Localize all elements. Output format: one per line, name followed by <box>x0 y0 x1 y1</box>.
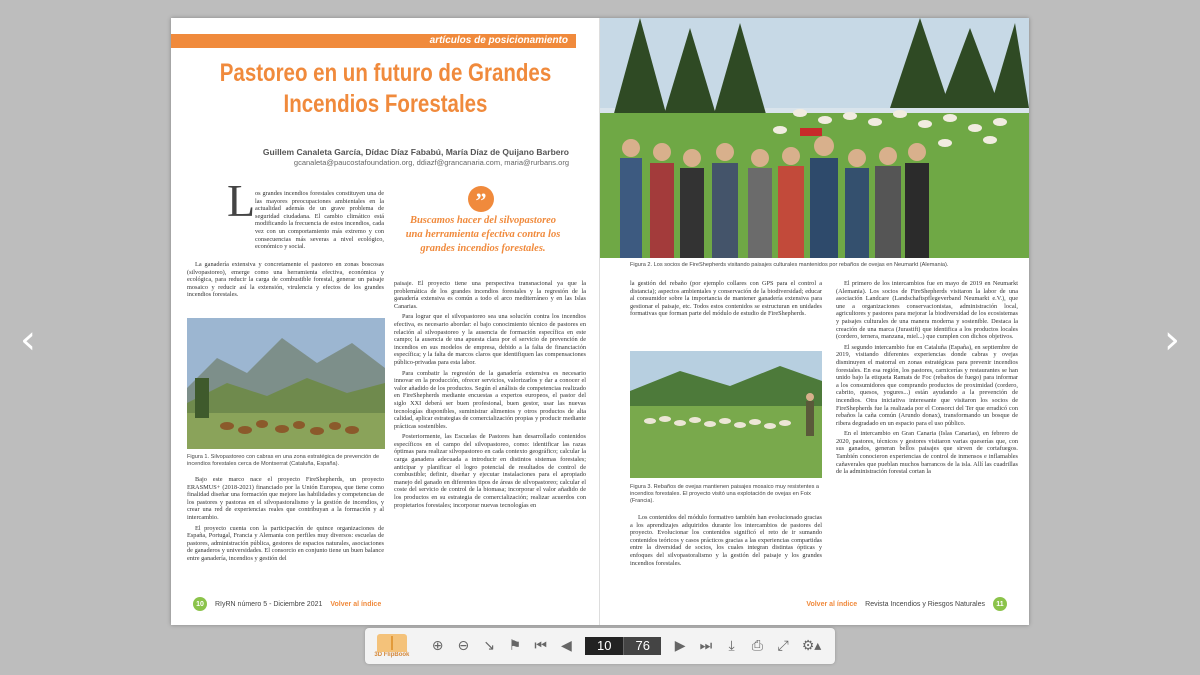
figure-3-sheep-photo <box>630 351 822 478</box>
figure-2-caption: Figura 2. Los socios de FireShepherds visitando paisajes culturales mantenidos por rebaños de ovejas en Neumarkt (Alemania). <box>630 262 949 268</box>
right-column <box>836 280 1018 479</box>
page-indicator[interactable] <box>585 637 661 655</box>
paragraph: Posteriormente, las Escuelas de Pastores han desarrollado contenidos específicos en el campo del silvopastoreo, como: identificar las razas óptimas para realizar silvopastoreo en cada contexto geográfico; calcular la carga ganadera adecuada a introducir en distintos sistemas forestales; anticipar y planificar el logro potencial de resultados de control de combustible; definir, diseñar y ejecutar instalaciones para el apropiado manejo del ganado en diferentes tipos de áreas de silvopastoreo; calcular el coste del servicio de control de la biomasa; incorporar el valor añadido de los productos en su estrategia de comercialización; realizar acuerdos con propietarios forestales; incorporar nuevas tecnologías en <box>394 433 586 509</box>
zoom-in-icon[interactable]: ⊕ <box>431 638 444 654</box>
first-page-icon[interactable]: ⏮ <box>534 638 547 654</box>
left-column-bottom <box>630 514 822 570</box>
intro-paragraph-top: os grandes incendios forestales constituyen una de las mayores preocupaciones ambientales en la actualidad además de un grave problema de seguridad ciudadana. El cambio climático está modificando la frecuencia de estos incendios, cada vez con un comportamiento más extremo y con consecuencias más severas a nivel ecológico, económico y social. <box>255 190 384 251</box>
paragraph: El primero de los intercambios fue en mayo de 2019 en Neumarkt (Alemania). Los socios de FireShepherds visitaron la labor de una asociación Landcare (Landschaftspflegeverband Neumarkt e.V.), que une a organizaciones conservacionistas, administración local, agricultores y pastores para mejorar la biodiversidad de los ecosistemas y paisajes culturales de una manera moderna y sostenible. Destaca la creación de una marca (Jurastift) que identifica a los productos locales (cordero, ternera, manzana, miel...) que cumplen con dichos objetivos. <box>836 280 1018 341</box>
paragraph: Los contenidos del módulo formativo también han evolucionado gracias a los aprendizajes adquiridos durante los intercambios de pastores del proyecto. Evolucionar los contenidos significó el reto de ir sumando contenidos teóricos y casos prácticos gracias a las experiencias compartidas entre la diversidad de socios, los cuales integran distintas ópticas y enfoques del silvopastoralismo y la gestión del paisaje y los grandes incendios forestales. <box>630 514 822 567</box>
last-page-icon[interactable]: ⏭ <box>699 638 713 654</box>
right-footer <box>806 597 1007 611</box>
fullscreen-icon[interactable]: ⤢ <box>777 638 789 654</box>
quote-mark-icon: ” <box>468 186 494 212</box>
right-page <box>600 18 1029 625</box>
left-footer <box>193 597 381 611</box>
paragraph: paisaje. El proyecto tiene una perspectiva transnacional ya que la problemática de los grandes incendios forestales y la regresión de la ganadería extensiva es común a todo el arco mediterráneo y en las Islas Canarias. <box>394 280 586 310</box>
paragraph: La ganadería extensiva y concretamente el pastoreo en zonas boscosas (silvopastoreo), emerge como una herramienta efectiva, económica y ecológica, para reducir la carga de combustible forestal, generar un paisaje mosaico y reducir así la extensión, virulencia y efectos de los grandes incendios forestales. <box>187 261 384 299</box>
title-line-1: Pastoreo en un futuro de Grandes <box>219 59 552 87</box>
flipbook-logo <box>373 630 411 662</box>
figure-2-group-photo <box>600 18 1029 258</box>
paragraph: la gestión del rebaño (por ejemplo collares con GPS para el control a distancia); aspectos ambientales y conservación de la biodiversidad; educar al consumidor sobre la importancia de mantener ganadería extensiva para gestionar el paisaje, etc. Todos estos contenidos se estructuran en unidades formativas que forman parte del módulo de estudio de FireShepherds. <box>630 280 822 318</box>
left-column-part1 <box>187 261 384 302</box>
figure-3-caption: Figura 3. Rebaños de ovejas mantienen paisajes mosaico muy resistentes a incendios forestales. El proyecto visitó una explotación de ovejas en Foix (Francia). <box>630 484 820 504</box>
current-page-number[interactable]: 10 <box>585 637 623 655</box>
bookmark-icon[interactable]: ⚑ <box>508 638 522 654</box>
download-icon[interactable]: ⤓ <box>728 638 735 654</box>
book-icon <box>377 634 407 652</box>
next-page-arrow-icon[interactable]: › <box>1164 317 1180 363</box>
back-to-index-link[interactable]: Volver al índice <box>806 600 858 608</box>
previous-page-arrow-icon[interactable]: ‹ <box>20 317 36 363</box>
paragraph: El proyecto cuenta con la participación de quince organizaciones de España, Portugal, Francia y Alemania con perfiles muy diversos: escuelas de pastores, administración pública, gestores de espacios naturales, asociaciones de ganaderos y universidades. El consorcio en conjunto tiene un buen balance entre ganadería, incendios y gestión del <box>187 524 384 562</box>
page-number-badge: 11 <box>993 597 1007 611</box>
paragraph: Bajo este marco nace el proyecto FireShepherds, un proyecto ERASMUS+ (2018-2021) financiado por la Unión Europea, que tiene como finalidad diseñar una formación que mejore las habilidades y competencias de los pastores y pastoras en el silvopastoralismo y la gestión de incendios, y crear una red de experiencias reales que contribuyan a la formación y al intercambio. <box>187 476 384 521</box>
print-icon[interactable]: ⎙ <box>751 638 763 654</box>
left-page <box>171 18 600 625</box>
left-column-part2 <box>187 476 384 566</box>
paragraph: Para combatir la regresión de la ganadería extensiva es necesario innovar en la producción, ofrecer servicios, valorizarlos y dar a conocer el valor añadido de los productos. Según el análisis de competencias realizado en FireShepherds mediante encuestas a expertos europeos, el pastor del siglo XXI deberá ser buen profesional, buen gestor, usar las nuevas tecnologías disponibles, suministrar alimentos y otros productos de alta calidad, aplicar estrategias de comercialización propias y producir mediante prácticas sostenibles. <box>394 369 586 430</box>
author-emails: gcanaleta@paucostafoundation.org, ddiazf@grancanaria.com, maria@rurbans.org <box>293 158 569 167</box>
logo-label: 3D FlipBook <box>374 652 410 658</box>
drop-cap: L <box>227 175 256 226</box>
article-title <box>210 58 562 120</box>
total-pages: 76 <box>623 637 661 655</box>
left-column-top <box>630 280 822 321</box>
section-header: artículos de posicionamiento <box>171 34 576 48</box>
authors: Guillem Canaleta García, Dídac Díaz Fababú, María Díaz de Quijano Barbero <box>262 147 569 157</box>
publication-name: Revista Incendios y Riesgos Naturales <box>865 600 985 608</box>
figure-1-goats-photo <box>187 318 385 449</box>
pull-quote: Buscamos hacer del silvopastoreo una herramienta efectiva contra los grandes incendios forestales. <box>405 215 561 254</box>
flipbook-toolbar <box>365 628 835 664</box>
settings-gear-icon[interactable]: ⚙▴ <box>801 638 822 654</box>
paragraph: El segundo intercambio fue en Cataluña (España), en septiembre de 2019, visitando diferentes experiencias donde cabras y ovejas disminuyen el matorral en zonas estratégicas para prevenir incendios forestales. En esa región, los pastores, carnicerías y restaurantes se han unido bajo la etiqueta Ramats de Foc (rebaños de fuego) para informar a los consumidores que comprando productos de proximidad (cordero, cabrito, quesos, yogures...) están ayudando a la prevención de incendios. Otra iniciativa interesante que visitaron los socios de FireShepherds fue la realizada por el Consorci del Ter que erradicó con rebaños la caña común (Arundo donax), transformando un bosque de ribera degradado en un espacio para el uso público. <box>836 343 1018 427</box>
flipbook-spread <box>171 18 1029 625</box>
paragraph: En el intercambio en Gran Canaria (Islas Canarias), en febrero de 2020, pastores, técnicos y gestores visitaron varias queserías que, con sus ganados, generan bellos paisajes que sirven de cortafuegos. También conocieron experiencias de control de inmensos e inflamables cañaverales que pueblan muchos barrancos de la isla. Allí las cuadrillas de la administración forestal cortan la <box>836 430 1018 476</box>
page-number-badge: 10 <box>193 597 207 611</box>
paragraph: Para lograr que el silvopastoreo sea una solución contra los incendios efectiva, es necesario abordar: el bajo conocimiento técnico de pastores en relación al silvopastoreo y la ausencia de formación específica en este campo; la ausencia de una apuesta clara por el servicio de prevención de incendios en sus modelos de empresa, debido a la falta de financiación específica; y la falta de marcos claros que identifiquen las compensaciones público-privadas para esta labor. <box>394 313 586 366</box>
issue-label: RIyRN número 5 - Diciembre 2021 <box>215 600 323 608</box>
zoom-out-icon[interactable]: ⊖ <box>457 638 470 654</box>
next-page-icon[interactable]: ▶ <box>674 638 686 654</box>
title-line-2: Incendios Forestales <box>283 90 488 118</box>
back-to-index-link[interactable]: Volver al índice <box>330 600 382 608</box>
previous-page-icon[interactable]: ◀ <box>561 638 572 654</box>
figure-1-caption: Figura 1. Silvopastoreo con cabras en una zona estratégica de prevención de incendios forestales cerca de Montserrat (Cataluña, España). <box>187 454 380 467</box>
fit-view-icon[interactable]: ↘ <box>483 638 496 654</box>
right-column <box>394 280 586 512</box>
